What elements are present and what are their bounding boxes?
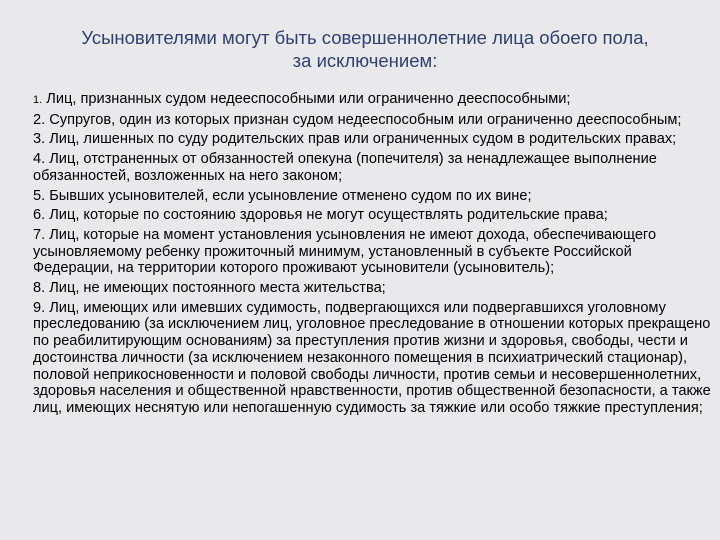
slide-title-line-1: Усыновителями могут быть совершеннолетние лица обоего пола, <box>81 27 649 48</box>
list-item-text: Супругов, один из которых признан судом недееспособным или ограниченно дееспособным; <box>45 111 682 128</box>
list-item <box>33 91 713 109</box>
list-item-number: 2. <box>33 111 46 128</box>
list-item-number: 5. <box>33 187 46 204</box>
list-item-text: Лиц, имеющих или имевших судимость, подвергающихся или подвергавшихся уголовному преследованию (за исключением лиц, уголовное преследование в отношении которых прекращено по реабилитирующим основаниям) за преступления против жизни и здоровья, свободы, чести и достоинства личности (за исключением незаконного помещения в психиатрический стационар), половой неприкосновенности и половой свободы личности, против семьи и несовершеннолетних, здоровья населения и общественной нравственности, против общественной безопасности, а также лиц, имеющих неснятую или непогашенную судимость за тяжкие или особо тяжкие преступления; <box>33 299 711 416</box>
list-item-text: Лиц, лишенных по суду родительских прав или ограниченных судом в родительских правах; <box>45 131 677 148</box>
exclusions-list <box>33 91 713 420</box>
list-item <box>33 131 713 148</box>
slide-title-line-2: за исключением: <box>292 50 438 71</box>
list-item-text: Лиц, которые по состоянию здоровья не могут осуществлять родительские права; <box>45 207 608 224</box>
list-item-number: 3. <box>33 131 46 148</box>
list-item-number: 9. <box>33 299 46 316</box>
slide-title <box>40 26 690 72</box>
list-item-number: 4. <box>33 151 46 168</box>
list-item <box>33 300 713 417</box>
list-item-number: 8. <box>33 280 46 297</box>
list-item-text: Лиц, признанных судом недееспособными или ограниченно дееспособными; <box>42 91 571 107</box>
list-item-text: Лиц, которые на момент установления усыновления не имеют дохода, обеспечивающего усыновляемому ребенку прожиточный минимум, установленный в субъекте Российской Федерации, на территории которого проживают усыновители (усыновитель); <box>33 226 657 277</box>
list-item <box>33 280 713 297</box>
list-item <box>33 112 713 129</box>
list-item <box>33 227 713 277</box>
list-item-number: 1. <box>33 94 43 106</box>
list-item <box>33 207 713 224</box>
list-item-number: 7. <box>33 226 46 243</box>
list-item-text: Бывших усыновителей, если усыновление отменено судом по их вине; <box>45 187 532 204</box>
list-item-text: Лиц, не имеющих постоянного места жительства; <box>45 280 386 297</box>
list-item <box>33 151 713 184</box>
list-item <box>33 188 713 205</box>
list-item-text: Лиц, отстраненных от обязанностей опекуна (попечителя) за ненадлежащее выполнение обязанностей, возложенных на него законом; <box>33 151 657 184</box>
list-item-number: 6. <box>33 207 46 224</box>
